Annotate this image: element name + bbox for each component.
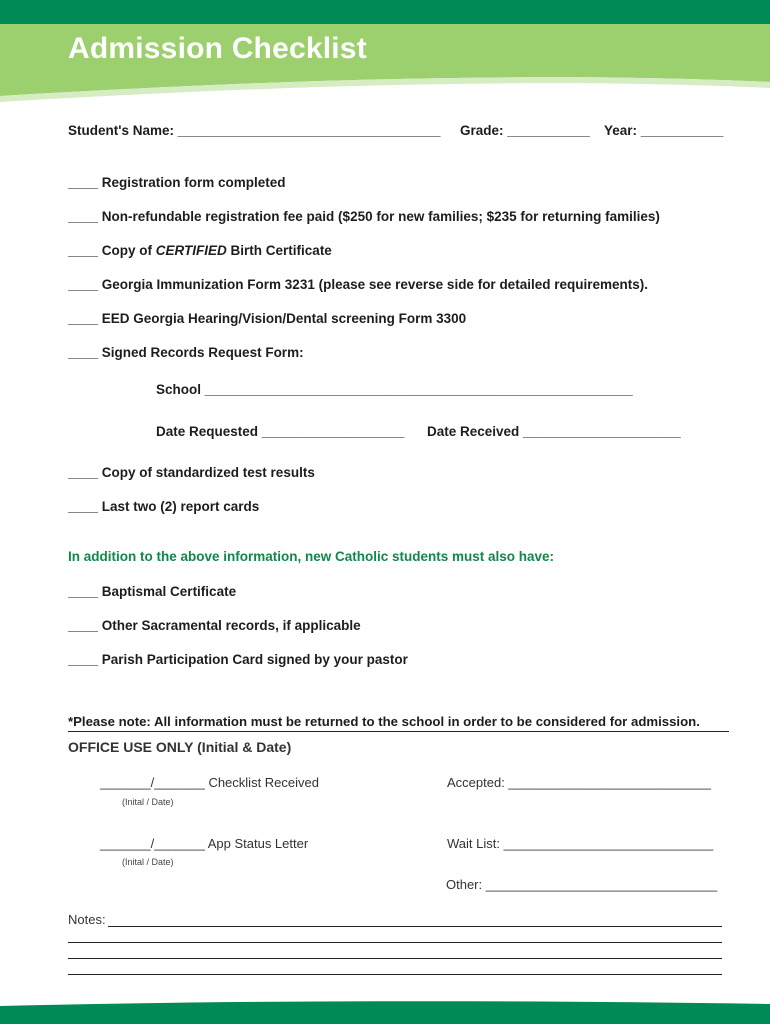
grade-field[interactable]: Grade: ___________: [460, 123, 590, 138]
year-field[interactable]: Year: ___________: [604, 123, 724, 138]
notes-label: Notes:: [68, 912, 106, 927]
page-title: Admission Checklist: [68, 32, 367, 65]
checklist-item-screening[interactable]: ____ EED Georgia Hearing/Vision/Dental screening Form 3300: [68, 311, 467, 326]
admission-note: *Please note: All information must be returned to the school in order to be considered for admission.: [68, 714, 700, 729]
catholic-heading: In addition to the above information, new Catholic students must also have:: [68, 549, 555, 564]
certified-emphasis: CERTIFIED: [155, 243, 227, 258]
wait-list-field[interactable]: Wait List: _____________________________: [447, 836, 714, 851]
checklist-received-field[interactable]: _______/_______ Checklist Received: [100, 775, 319, 790]
student-name-field[interactable]: Student's Name: ___________________________________: [68, 123, 441, 138]
checklist-item-immunization[interactable]: ____ Georgia Immunization Form 3231 (please see reverse side for detailed requirements).: [68, 277, 648, 292]
checklist-item-registration[interactable]: ____ Registration form completed: [68, 175, 286, 190]
checklist-item-birth-certificate[interactable]: [68, 243, 332, 258]
note-underline: [68, 731, 729, 732]
birth-prefix: ____ Copy of: [68, 243, 156, 258]
checklist-item-baptismal[interactable]: ____ Baptismal Certificate: [68, 584, 237, 599]
checklist-item-test-results[interactable]: ____ Copy of standardized test results: [68, 465, 315, 480]
accepted-field[interactable]: Accepted: ____________________________: [447, 775, 711, 790]
initial-date-caption-1: (Inital / Date): [122, 797, 174, 807]
notes-line-2[interactable]: [68, 942, 722, 943]
checklist-item-report-cards[interactable]: ____ Last two (2) report cards: [68, 499, 260, 514]
footer-background: [0, 1000, 770, 1024]
header-banner: [0, 0, 770, 110]
birth-suffix: Birth Certificate: [226, 243, 332, 258]
date-received-field[interactable]: Date Received _____________________: [427, 424, 681, 439]
other-field[interactable]: Other: ________________________________: [446, 877, 718, 892]
checklist-item-fee[interactable]: ____ Non-refundable registration fee paid ($250 for new families; $235 for returning families): [68, 209, 660, 224]
school-field[interactable]: School _________________________________________________________: [156, 382, 633, 397]
office-use-heading: OFFICE USE ONLY (Initial & Date): [68, 739, 292, 755]
initial-date-caption-2: (Inital / Date): [122, 857, 174, 867]
app-status-field[interactable]: _______/_______ App Status Letter: [100, 836, 309, 851]
checklist-item-sacramental[interactable]: ____ Other Sacramental records, if applicable: [68, 618, 361, 633]
notes-line-4[interactable]: [68, 974, 722, 975]
date-requested-field[interactable]: Date Requested ___________________: [156, 424, 405, 439]
checklist-item-records[interactable]: ____ Signed Records Request Form:: [68, 345, 304, 360]
footer-banner: [0, 1000, 770, 1024]
notes-line-3[interactable]: [68, 958, 722, 959]
checklist-item-parish[interactable]: ____ Parish Participation Card signed by your pastor: [68, 652, 408, 667]
notes-line-1[interactable]: [108, 926, 722, 927]
